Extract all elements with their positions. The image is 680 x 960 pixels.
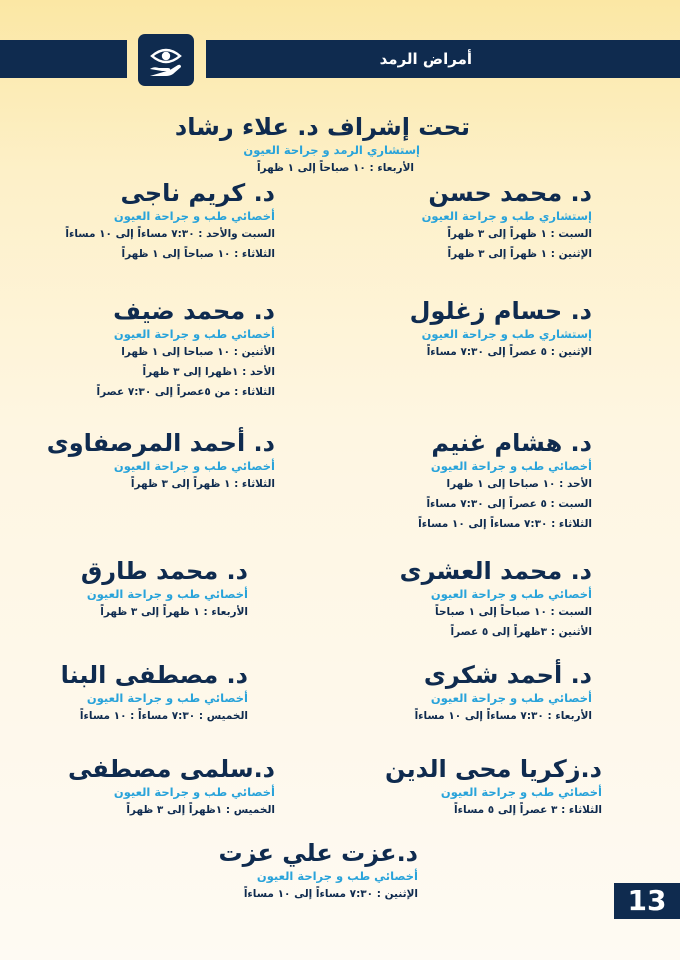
- doctor-card: [400, 556, 592, 642]
- doctor-title: أخصائي طب و جراحة العيون: [86, 691, 248, 705]
- doctor-name: د. أحمد المرصفاوى: [46, 429, 275, 457]
- doctor-schedule-line: الأثنين : ١٠ صباحا إلى ١ ظهرا: [121, 346, 275, 358]
- doctor-card: [219, 838, 419, 904]
- doctor-schedule-line: الثلاثاء : ١٠ صباحاً إلى ١ ظهراً: [121, 248, 275, 260]
- doctor-schedule-line: الإثنين : ٥ عصراً إلى ٧:٣٠ مساءاً: [426, 346, 592, 358]
- doctor-title: أخصائي طب و جراحة العيون: [113, 209, 275, 223]
- doctor-name: د. مصطفى البنا: [60, 661, 248, 689]
- doctor-card: [415, 660, 592, 726]
- doctor-name: د. محمد ضيف: [113, 297, 275, 325]
- doctor-name: د.زكريا محى الدين: [384, 755, 602, 783]
- doctor-card: [422, 178, 592, 264]
- supervisor-name: تحت إشراف د. علاء رشاد: [174, 113, 470, 141]
- doctor-title: أخصائي طب و جراحة العيون: [430, 587, 592, 601]
- doctor-card: [410, 296, 592, 362]
- doctor-schedule-line: الأحد : ١ظهرا إلى ٣ ظهراً: [142, 366, 275, 378]
- doctor-title: إستشاري طب و جراحة العيون: [421, 327, 592, 341]
- doctor-schedule-line: السبت : ١٠ صباحاً إلى ١ صباحاً: [435, 606, 592, 618]
- doctor-schedule-line: الخميس : ٧:٣٠ مساءاً : ١٠ مساءاً: [79, 710, 248, 722]
- doctor-schedule-line: الثلاثاء : ٣ عصراً إلى ٥ مساءاً: [454, 804, 602, 816]
- doctor-title: إستشاري طب و جراحة العيون: [421, 209, 592, 223]
- doctor-card: [61, 660, 248, 726]
- doctor-name: د. محمد حسن: [428, 179, 592, 207]
- doctor-title: أخصائي طب و جراحة العيون: [86, 587, 248, 601]
- doctor-card: [47, 428, 275, 494]
- supervisor-block: [175, 112, 470, 178]
- doctor-title: أخصائي طب و جراحة العيون: [430, 459, 592, 473]
- doctor-name: د. محمد طارق: [80, 557, 248, 585]
- doctor-title: أخصائي طب و جراحة العيون: [113, 327, 275, 341]
- doctor-name: د. أحمد شكرى: [423, 661, 592, 689]
- eye-hand-icon: [138, 34, 194, 86]
- doctor-schedule-line: السبت : ١ ظهراً إلى ٣ ظهراً: [447, 228, 592, 240]
- doctor-name: د. حسام زغلول: [409, 297, 592, 325]
- doctor-card: [65, 178, 275, 264]
- doctor-title: أخصائي طب و جراحة العيون: [256, 869, 418, 883]
- doctor-schedule-line: الثلاثاء : ١ ظهراً إلى ٣ ظهراً: [130, 478, 275, 490]
- doctor-card: [97, 296, 275, 402]
- doctor-schedule-line: الخميس : ١ظهراً إلى ٣ ظهراً: [126, 804, 275, 816]
- doctor-schedule-line: الإثنين : ١ ظهراً إلى ٣ ظهراً: [447, 248, 592, 260]
- doctor-card: [385, 754, 602, 820]
- doctor-schedule-line: السبت والأحد : ٧:٣٠ مساءاً إلى ١٠ مساءاً: [65, 228, 275, 240]
- supervisor-title: إستشاري الرمد و جراحة العيون: [243, 143, 420, 157]
- doctor-schedule-line: الثلاثاء : ٧:٣٠ مساءاً إلى ١٠ مساءاً: [418, 518, 592, 530]
- doctor-schedule-line: السبت : ٥ عصراً إلى ٧:٣٠ مساءاً: [426, 498, 592, 510]
- page-number: 13: [614, 883, 680, 919]
- doctor-card: [418, 428, 592, 534]
- supervisor-schedule: الأربعاء : ١٠ صباحاً إلى ١ ظهراً: [256, 162, 414, 174]
- doctor-title: أخصائي طب و جراحة العيون: [430, 691, 592, 705]
- doctor-name: د. هشام غنيم: [431, 429, 592, 457]
- doctor-schedule-line: الثلاثاء : من ٥عصراً إلى ٧:٣٠ عصراً: [96, 386, 275, 398]
- doctor-card: [81, 556, 248, 622]
- doctor-schedule-line: الأحد : ١٠ صباحا إلى ١ ظهرا: [446, 478, 592, 490]
- doctor-schedule-line: الأثنين : ٣ظهراً إلى ٥ عصراً: [450, 626, 592, 638]
- doctor-schedule-line: الأربعاء : ١ ظهراً إلى ٣ ظهراً: [100, 606, 248, 618]
- doctor-title: أخصائي طب و جراحة العيون: [113, 785, 275, 799]
- doctor-schedule-line: الأربعاء : ٧:٣٠ مساءاً إلى ١٠ مساءاً: [414, 710, 592, 722]
- doctor-title: أخصائي طب و جراحة العيون: [440, 785, 602, 799]
- header-bar-left: [0, 40, 127, 78]
- doctor-name: د.عزت علي عزت: [218, 839, 418, 867]
- section-title: أمراض الرمد: [379, 50, 472, 68]
- doctor-card: [68, 754, 275, 820]
- doctor-name: د. محمد العشرى: [399, 557, 592, 585]
- doctor-name: د.سلمى مصطفى: [68, 755, 275, 783]
- doctor-name: د. كريم ناجى: [120, 179, 275, 207]
- doctor-schedule-line: الإثنين : ٧:٣٠ مساءاً إلى ١٠ مساءاً: [243, 888, 418, 900]
- doctor-title: أخصائي طب و جراحة العيون: [113, 459, 275, 473]
